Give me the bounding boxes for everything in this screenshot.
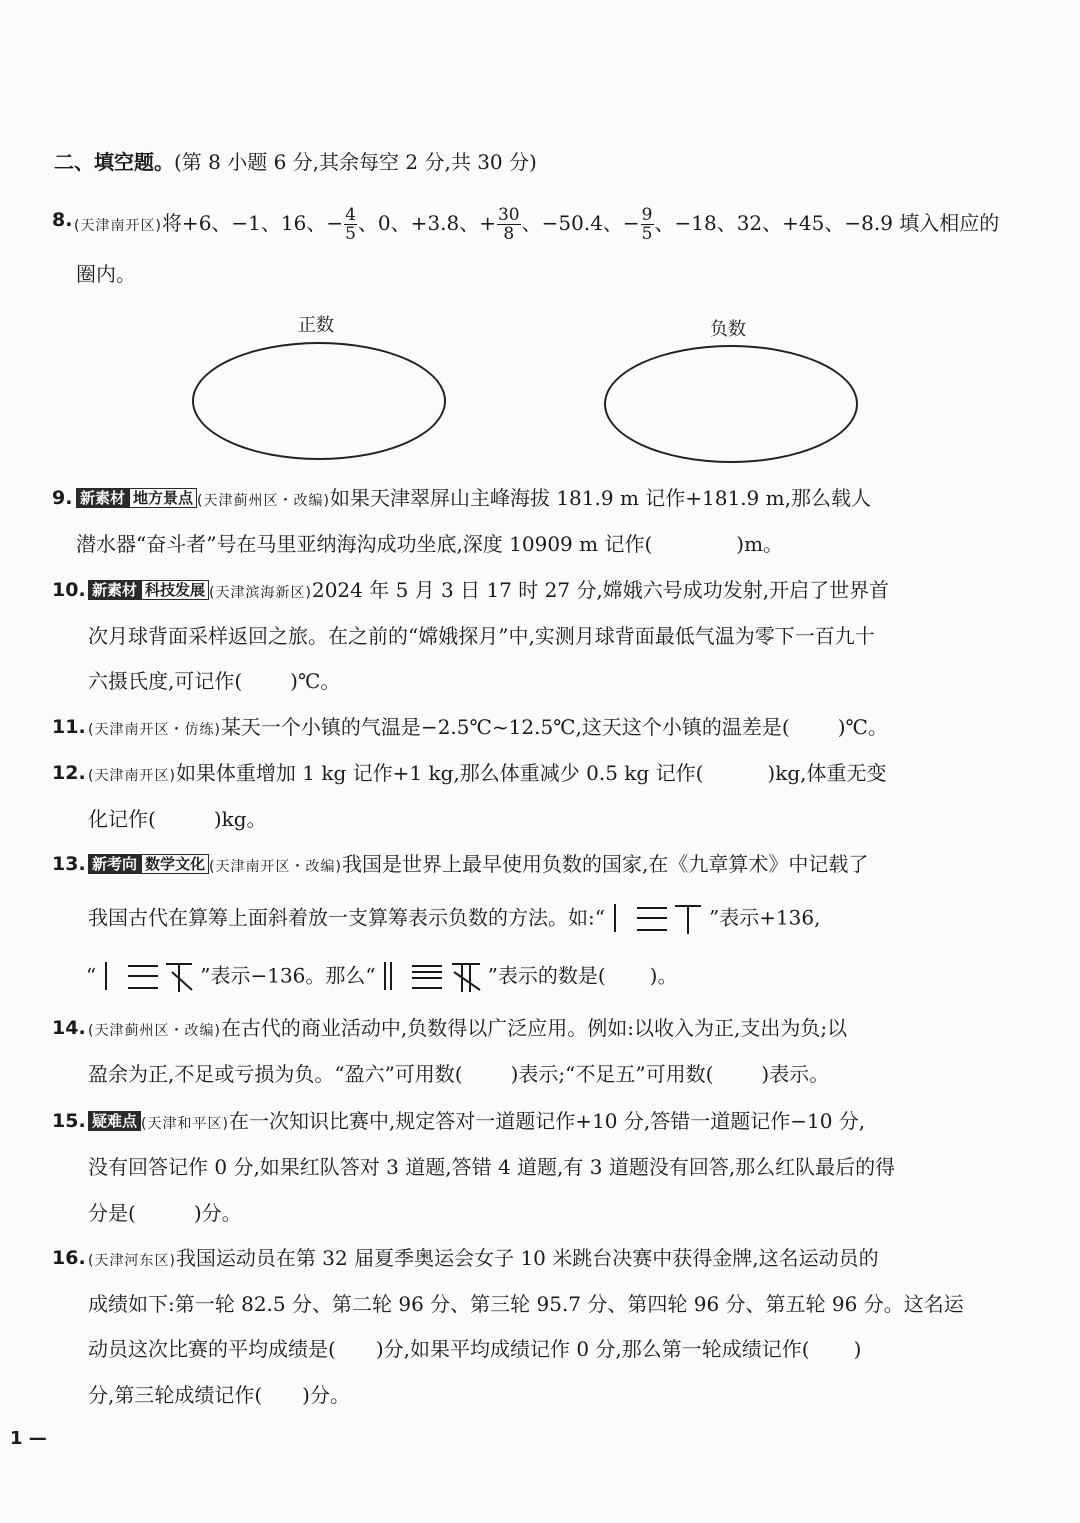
question-12-number: 12. xyxy=(52,762,86,784)
question-13-number: 13. xyxy=(52,853,86,875)
question-9-number: 9. xyxy=(52,487,73,509)
question-8-number: 8. xyxy=(52,209,73,231)
question-12-source: (天津南开区) xyxy=(88,768,176,784)
question-12-line-1: (天津南开区)如果体重增加 1 kg 记作+1 kg,那么体重减少 0.5 kg 记作( )kg,体重无变 xyxy=(88,761,887,785)
question-14-text: 在古代的商业活动中,负数得以广泛应用。例如:以收入为正,支出为负;以 xyxy=(220,1016,848,1040)
question-9-line-1 xyxy=(76,484,871,515)
fraction-30-8: $\frac{30}{8}$ xyxy=(497,205,520,244)
question-11-line-1: (天津南开区・仿练)某天一个小镇的气温是−2.5℃~12.5℃,这天这个小镇的温差是( )℃。 xyxy=(88,715,888,739)
question-8-text-d: 、−18、32、+45、−8.9 填入相应的 xyxy=(654,211,1000,235)
question-13-source: (天津南开区・改编) xyxy=(209,859,342,875)
question-15-text: 在一次知识比赛中,规定答对一道题记作+10 分,答错一道题记作−10 分, xyxy=(228,1109,866,1133)
section-title: 二、填空题。 xyxy=(54,150,174,174)
page-number: 1 — xyxy=(10,1428,47,1449)
question-16-line-4: 分,第三轮成绩记作( )分。 xyxy=(88,1383,350,1407)
question-8-source: (天津南开区) xyxy=(74,218,162,234)
positive-oval[interactable] xyxy=(192,342,446,460)
section-heading xyxy=(54,146,537,175)
counting-rods-positive-136 xyxy=(611,902,703,936)
question-13-text: 我国是世界上最早使用负数的国家,在《九章算术》中记载了 xyxy=(341,852,869,876)
question-10-source: (天津滨海新区) xyxy=(209,585,312,601)
question-15-line-3: 分是( )分。 xyxy=(88,1201,242,1225)
question-10-line-1 xyxy=(88,576,889,607)
question-14-number: 14. xyxy=(52,1017,86,1039)
question-16-number: 16. xyxy=(52,1247,86,1269)
question-13-tag: 新考向 数学文化 xyxy=(88,854,209,874)
question-9-line-2: 潜水器“奋斗者”号在马里亚纳海沟成功坐底,深度 10909 m 记作( )m。 xyxy=(76,532,784,556)
question-13-line-1 xyxy=(88,850,868,881)
question-8-line-1 xyxy=(74,206,999,243)
question-13-line-2: 我国古代在算筹上面斜着放一支算筹表示负数的方法。如:“ ”表示+136, xyxy=(88,902,820,936)
question-10-number: 10. xyxy=(52,579,86,601)
question-14-line-1 xyxy=(88,1014,847,1045)
question-9-source: (天津蓟州区・改编) xyxy=(197,493,330,509)
question-10-line-3: 六摄氏度,可记作( )℃。 xyxy=(88,669,341,693)
question-9-tag: 新素材 地方景点 xyxy=(76,488,197,508)
question-16-source: (天津河东区) xyxy=(88,1253,176,1269)
question-15-tag: 疑难点 xyxy=(88,1111,141,1131)
question-15-number: 15. xyxy=(52,1110,86,1132)
question-10-line-2: 次月球背面采样返回之旅。在之前的“嫦娥探月”中,实测月球背面最低气温为零下一百九十 xyxy=(88,624,875,648)
question-15-source: (天津和平区) xyxy=(141,1116,229,1132)
question-13-line-3: “ ”表示−136。那么“ ”表示的数是( )。 xyxy=(86,960,677,994)
section-note: (第 8 小题 6 分,其余每空 2 分,共 30 分) xyxy=(174,150,537,174)
question-8-text-c: 、−50.4、− xyxy=(521,211,640,235)
counting-rods-negative-136 xyxy=(102,960,194,994)
question-14-source: (天津蓟州区・改编) xyxy=(88,1023,221,1039)
negative-label: 负数 xyxy=(710,319,746,340)
question-16-line-2: 成绩如下:第一轮 82.5 分、第二轮 96 分、第三轮 95.7 分、第四轮 96 分、第五轮 96 分。这名运 xyxy=(88,1292,964,1316)
positive-label: 正数 xyxy=(298,315,334,336)
question-8-text-a: 将+6、−1、16、− xyxy=(161,211,344,235)
question-8-text-b: 、0、+3.8、+ xyxy=(357,211,496,235)
question-10-text: 2024 年 5 月 3 日 17 时 27 分,嫦娥六号成功发射,开启了世界首 xyxy=(311,578,890,602)
negative-oval[interactable] xyxy=(604,345,858,463)
question-10-tag: 新素材 科技发展 xyxy=(88,580,209,600)
question-16-line-1 xyxy=(88,1244,879,1275)
question-15-line-1 xyxy=(88,1107,865,1138)
counting-rods-question xyxy=(382,960,482,994)
fraction-4-5: $\frac{4}{5}$ xyxy=(345,205,356,244)
question-12-line-2: 化记作( )kg。 xyxy=(88,807,267,831)
question-15-line-2: 没有回答记作 0 分,如果红队答对 3 道题,答错 4 道题,有 3 道题没有回答,那么红队最后的得 xyxy=(88,1155,896,1179)
fraction-9-5: $\frac{9}{5}$ xyxy=(641,205,653,244)
question-11-number: 11. xyxy=(52,716,86,738)
question-16-text: 我国运动员在第 32 届夏季奥运会女子 10 米跳台决赛中获得金牌,这名运动员的 xyxy=(175,1246,879,1270)
question-16-line-3: 动员这次比赛的平均成绩是( )分,如果平均成绩记作 0 分,那么第一轮成绩记作( ) xyxy=(88,1337,862,1361)
question-14-line-2: 盈余为正,不足或亏损为负。“盈六”可用数( )表示;“不足五”可用数( )表示。 xyxy=(88,1062,830,1086)
question-11-source: (天津南开区・仿练) xyxy=(88,722,221,738)
question-9-text: 如果天津翠屏山主峰海拔 181.9 m 记作+181.9 m,那么载人 xyxy=(329,486,871,510)
question-8-line-2: 圈内。 xyxy=(76,262,136,286)
